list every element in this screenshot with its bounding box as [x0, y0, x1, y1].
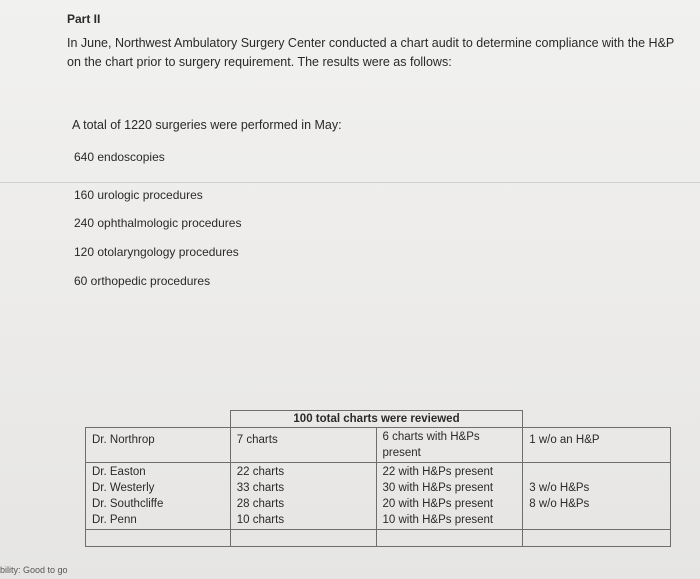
empty-cell [230, 530, 376, 547]
charts-count-cell [230, 463, 376, 530]
charts-count: 33 charts [236, 482, 285, 494]
chart-audit-table [85, 410, 671, 547]
charts-without-hp: 3 w/o H&Ps [529, 482, 590, 494]
charts-with-hp: 22 with H&Ps present [382, 466, 494, 478]
empty-cell [86, 530, 231, 547]
empty-cell [523, 530, 671, 547]
charts-without-hp: 8 w/o H&Ps [529, 498, 590, 510]
procedure-item: 160 urologic procedures [74, 188, 203, 202]
charts-count: 28 charts [236, 498, 285, 510]
intro-paragraph: In June, Northwest Ambulatory Surgery Center conducted a chart audit to determine compliance with the H&P on the chart prior to surgery requirement. The results were as follows: [67, 36, 675, 69]
physician-name: Dr. Northrop [86, 428, 231, 463]
accessibility-status[interactable]: bility: Good to go [0, 565, 68, 575]
physician-name: Dr. Easton [92, 466, 146, 478]
empty-cell [376, 530, 523, 547]
charts-with-hp: 20 with H&Ps present [382, 498, 494, 510]
procedure-item: 120 otolaryngology procedures [74, 245, 239, 259]
charts-without-hp-cell [523, 463, 671, 530]
charts-without-hp [529, 464, 664, 480]
procedure-item: 240 ophthalmologic procedures [74, 216, 242, 230]
physician-names-cell [86, 463, 231, 530]
charts-without-hp [529, 512, 664, 528]
table-row-empty [86, 530, 671, 547]
charts-count: 10 charts [236, 514, 285, 526]
charts-without-hp: 1 w/o an H&P [523, 428, 671, 463]
divider-line [0, 182, 700, 183]
table-caption: 100 total charts were reviewed [230, 411, 522, 428]
part-title: Part II [67, 12, 101, 26]
procedure-item: 60 orthopedic procedures [74, 274, 211, 288]
total-statement: A total of 1220 surgeries were performed in May: [72, 118, 342, 132]
charts-count: 7 charts [230, 428, 376, 463]
physician-name: Dr. Westerly [92, 482, 155, 494]
charts-with-hp: 30 with H&Ps present [382, 482, 494, 494]
table-row [86, 428, 671, 463]
charts-with-hp: 10 with H&Ps present [382, 514, 494, 526]
procedure-item: 640 endoscopies [74, 150, 165, 164]
physician-name: Dr. Southcliffe [92, 498, 164, 510]
table-row [86, 463, 671, 530]
charts-with-hp: 6 charts with H&Ps present [376, 428, 523, 463]
charts-count: 22 charts [236, 466, 285, 478]
table-caption-row [86, 411, 671, 428]
physician-name: Dr. Penn [92, 514, 137, 526]
charts-with-hp-cell [376, 463, 523, 530]
